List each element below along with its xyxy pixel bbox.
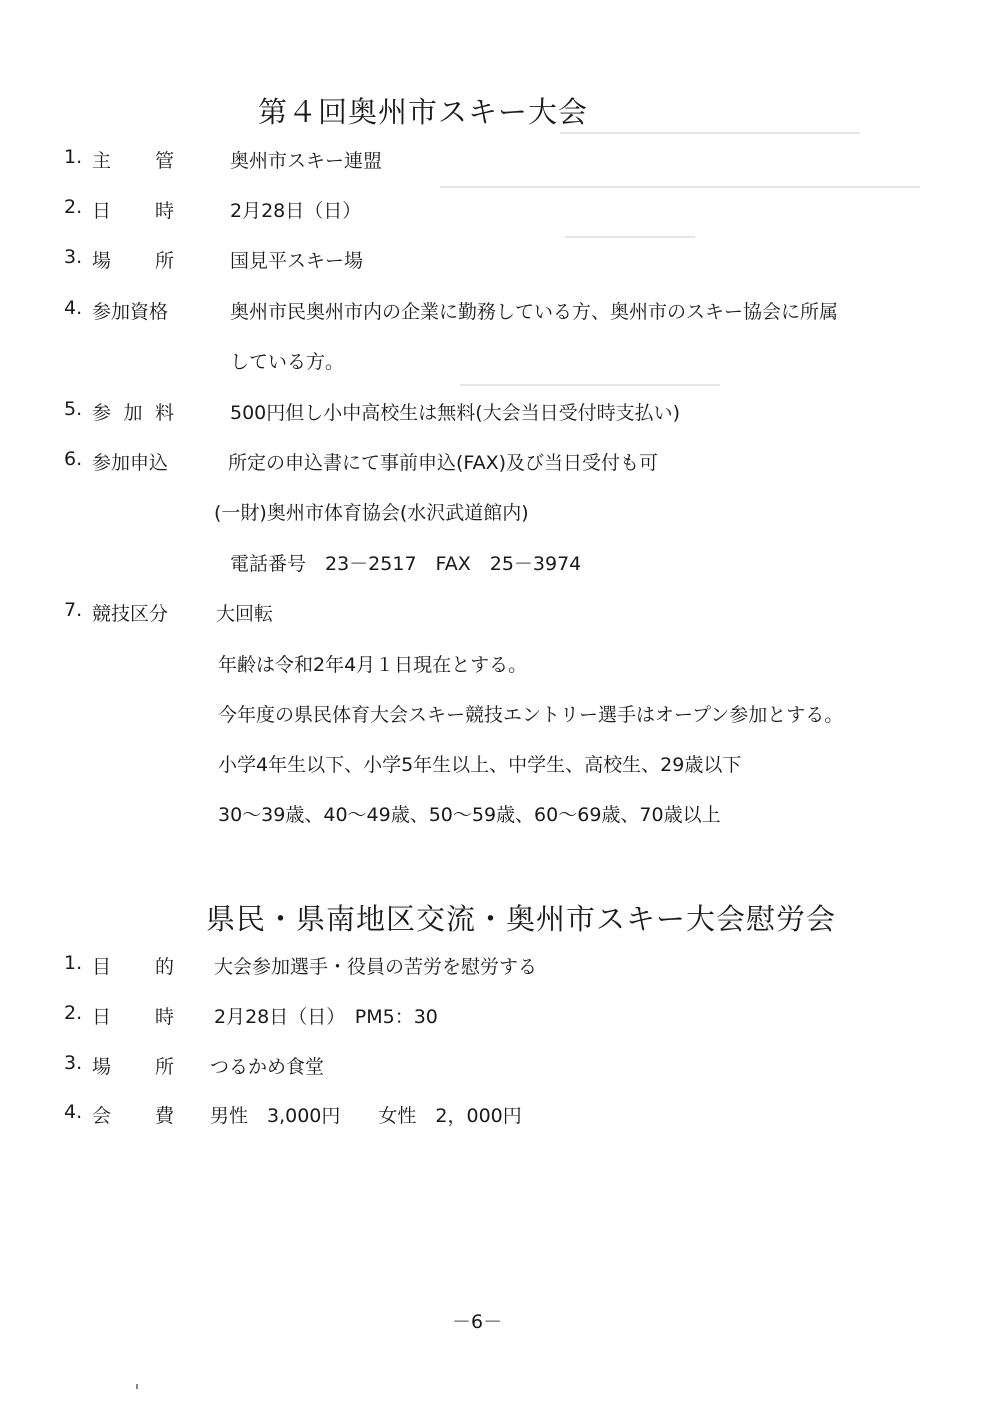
- section1-title: 第４回奥州市スキー大会: [258, 95, 589, 129]
- scan-artifact: [565, 236, 695, 238]
- scan-artifact: [560, 132, 860, 134]
- item-number: 2.: [64, 1002, 83, 1024]
- item-number: 1.: [64, 952, 83, 974]
- item-value: 500円但し小中高校生は無料(大会当日受付時支払い): [230, 402, 681, 424]
- s1-item-fee: [0, 398, 1000, 428]
- item-label: 目 的: [92, 956, 174, 978]
- s1-item-datetime: [0, 196, 1000, 226]
- item-number: 4.: [64, 1101, 83, 1123]
- item-label: 参加申込: [92, 452, 169, 474]
- phone-fax: 電話番号 23－2517 FAX 25－3974: [230, 553, 582, 575]
- item-label: 場 所: [92, 250, 174, 272]
- item-number: 4.: [64, 297, 83, 319]
- s1-item-application: [0, 448, 1000, 478]
- s1-item-eligibility: [0, 297, 1000, 327]
- item-label: 参加資格: [92, 301, 169, 323]
- item-value: 男性 3,000円 女性 2，000円: [210, 1105, 522, 1127]
- s1-item-venue: [0, 246, 1000, 276]
- scan-artifact: [440, 186, 920, 188]
- item-value: 2月28日（日）: [230, 200, 362, 222]
- item-label: 場 所: [92, 1056, 174, 1078]
- organization-name: (一財)奥州市体育協会(水沢武道館内): [214, 502, 529, 524]
- item-number: 3.: [64, 1052, 83, 1074]
- item-value: 大回転: [216, 603, 274, 625]
- item-value: つるかめ食堂: [210, 1056, 325, 1078]
- s2-item-fee: [0, 1101, 1000, 1131]
- item-number: 6.: [64, 448, 83, 470]
- item-value: 2月28日（日） PM5：30: [214, 1006, 438, 1028]
- item-label: 主 管: [92, 150, 174, 172]
- item-label: 日 時: [92, 1006, 174, 1028]
- item-number: 1.: [64, 146, 83, 168]
- item-value: 国見平スキー場: [230, 250, 364, 272]
- item-value-continued: している方。: [230, 351, 345, 373]
- item-value: 大会参加選手・役員の苦労を慰労する: [214, 956, 538, 978]
- s2-item-purpose: [0, 952, 1000, 982]
- category-note: 今年度の県民体育大会スキー競技エントリー選手はオープン参加とする。: [218, 704, 844, 726]
- s1-item-organizer: [0, 146, 1000, 176]
- scan-artifact: [460, 384, 720, 386]
- category-note: 30～39歳、40～49歳、50～59歳、60～69歳、70歳以上: [218, 804, 721, 826]
- item-label: 競技区分: [92, 603, 169, 625]
- item-value: 奥州市民奥州市内の企業に勤務している方、奥州市のスキー協会に所属: [230, 301, 839, 323]
- section2-title: 県民・県南地区交流・奥州市スキー大会慰労会: [206, 902, 837, 936]
- item-number: 5.: [64, 398, 83, 420]
- item-number: 7.: [64, 599, 83, 621]
- page-number: －6－: [452, 1311, 503, 1333]
- item-label: 会 費: [92, 1105, 174, 1127]
- item-label: 参 加 料: [92, 402, 174, 424]
- s2-item-datetime: [0, 1002, 1000, 1032]
- item-value: 所定の申込書にて事前申込(FAX)及び当日受付も可: [228, 452, 659, 474]
- category-note: 小学4年生以下、小学5年生以上、中学生、高校生、29歳以下: [218, 754, 742, 776]
- item-number: 2.: [64, 196, 83, 218]
- scan-speck: [136, 1384, 138, 1389]
- category-note: 年齢は令和2年4月１日現在とする。: [218, 654, 528, 676]
- item-label: 日 時: [92, 200, 174, 222]
- s2-item-venue: [0, 1052, 1000, 1082]
- item-number: 3.: [64, 246, 83, 268]
- item-value: 奥州市スキー連盟: [230, 150, 383, 172]
- s1-item-category: [0, 599, 1000, 629]
